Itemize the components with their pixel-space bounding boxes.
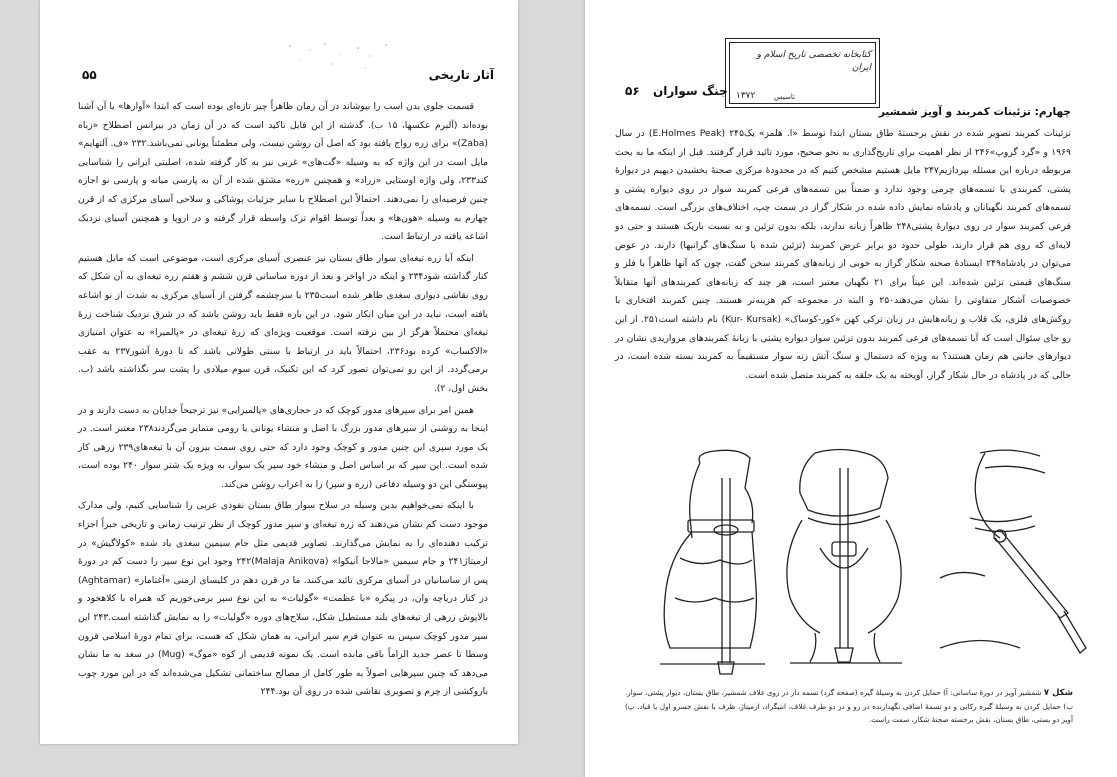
paragraph: با اینکه نمی‌خواهیم بدین وسیله در سلاح سوار طاق بستان نفوذی عربی را شناسایی کنیم، ولی مدارک موجود دست کم نشان می‌دهند که زره تیغه‌ای و سپر مدور کوچک از نظر ترتیب زمانی و تاریخی جبراً اجزاء ترکیب دهنده‌ای را به نمایش می‌گذارند. تصاویر قدیمی مثل جام سیمین سغدی یاد شده «کولاگیش» در ارمیتاژ۲۴۱ و جام سیمین «مالاجا آنیکوا» (Malaja Anikova)۲۴۲ وجود این نوع سپر را دست کم در دورهٔ پس از ساسانیان در آسیای مرکزی تائید می‌کنند. ما در قرن دهم در کلیسای ارمنی «آغتامار» (Aghtamar) در کنار دریاچه وان، در پیکره «با عظمت» «گولیات» به این نوع سپر برمی‌خوریم که همراه با کلاهخود و بالاپوش زرهی از تیغه‌های بلند مستطیل شکل، سلاح‌های دوره «گولیات» را به نمایش گذاشته است.۲۴۳ این سپر مدور کوچک سپس به عنوان فرم سپر ایرانی، به همان شکل که هست، برای تمام دورهٔ اسلامی قرون وسطا تا عصر جدید الزاماً باقی مانده است. یک نمونه قدیمی از کوه «موگ» (Mug) در سغد به ما نشان می‌دهد که چنین سپرهایی اصولاً به طور کامل از مصالح ساختمانی تشکیل می‌شده‌اند که در این مورد چوب باروکشی از چرم و تصویری نقاشی شده در روی آن بود.۲۴۴ xyxy=(78,500,488,698)
paragraph: همین امر برای سپرهای مدور کوچک که در حجاری‌های «پالمیرایی» نیز ترجیحاً خدایان به دست دارند و در اینجا به روشنی از سپرهای مدور بزرگ با اصل و منشاء یونانی یا رومی متمایز می‌گردند۲۳۸ معتبر است. در یک مورد سپری این چنین مدور و کوچک وجود دارد که حتی روی سمت بیرون آن با تیغه‌های۲۳۹ زرهی کار شده است. این سپر که بر اساس اصل و منشاء خود سپر یک سوار، به ویژه یک شتر سوار ۲۴۰ بوده است، پیوستگی این دو وسیله دفاعی (زره و سپر) را به اعراب روشن می‌کند. xyxy=(78,404,488,490)
left-body-text xyxy=(78,98,488,705)
right-body-text xyxy=(615,125,1071,388)
stamp-year: ۱۳۷۲ xyxy=(736,91,756,101)
figure-caption xyxy=(625,686,1073,726)
page-header-title: آثار تاریخی xyxy=(428,68,494,82)
paragraph: تزئینات کمربند تصویر شده در نقش برجستهٔ طاق بستان ابتدا توسط «ا. هلمز» یک۲۴۵ (E.Holmes Peak) در سال ۱۹۶۹ و «گرد گروپ»۲۴۶ از نظر اهمیت برای تاریخ‌گذاری به نحو صحیح، مورد تائید قرار گرفتند. قبل از اینکه ما به بحث مربوطه درباره این مسئله بپردازیم۲۴۷ مایل هستیم مشخص کنیم که در محدودهٔ مرکزی صحنهٔ بخشیدن دیهیم در دیوارهٔ پشتی، کمربندی با تسمه‌های چرمی وجود ندارد و ضمناً بین تسمه‌های فرعی کمربند سوار در روی دیواره پشتی و تسمه‌های کمربند نگهبانان و پادشاه نمایش داده شده در شکار گراز در سمت چپ، اختلاف‌های بزرگی است. تسمه‌های فرعی کمربند سوار در روی دیوارهٔ پشتی۲۴۸ ظاهراً زبانه ندارند، بلکه بدون تزئین و به نسبت باریک هستند و حتی دو لایه‌ای که روی هم قرار دارند، طولی حدود دو برابر عرض کمربند (تزئین شده با سنگ‌های گرانبها) دارند. در عوض می‌توان در پادشاه۲۴۹ ایستادهٔ صحنه شکار گراز به خوبی از زبانه‌های کمربند سخن گفت، چون که آنها ظاهراً با فلز و سنگ‌های قیمتی تزئین شده‌اند. این عیناً برای ۲۱ نگهبان معتبر است، هر چند که زبانه‌های کمربندهای آنها متقابلاً خصوصیات آشکار متفاوتی را نشان می‌دهند۲۵۰ و البته در مجموعه کم هزینه‌تر هستند. چنین کمربند افتخاری با روکش‌های فلزی، یک قلاب و زبانه‌هایش در زبان ترکی کهن «کور-کوساک» (Kur- Kursak) نام داشته است۲۵۱. از این رو جای سئوال است که آیا تسمه‌های فرعی کمربند بدون تزئین سوار دیواره پشتی با زبانهٔ کمربندهای مرواریدی نشان در دیوارهای جانبی هم زمان هستند؟ به ویژه که دستمال و سنگ آتش زنه سوار مستقیماً به کمربند بسته شده است، در حالی که در پادشاه در حال شکار گراز، آویخته به یک حلقه به کمربند متصل شده است. xyxy=(615,128,1072,381)
library-stamp xyxy=(725,38,880,108)
stamp-text: کتابخانه تخصصی تاریخ اسلام و ایران xyxy=(756,50,871,73)
paragraph: قسمت جلوی بدن اسب را بپوشاند در آن زمان ظاهراً چیز تازه‌ای بوده است که ابتدا «آوارها» با آن آشنا بوده‌اند (آلبرم عکسها، ۱۵ ب). گذشته از این قابل تاکید است که در آن زمان در بیزانس اصطلاح «زباه (Zaba)» برای زره رواج یافته بود که اصل آن روشن نیست، ولی مطمئناً یونانی نمی‌باشد.۲۳۲ «ف. آلتهایم» مایل است در این واژه که به وسیله «گت‌های» غربی نیز به کار گرفته شده، اصلیتی ایرانی را شناسایی کند۲۳۳، ولی واژه اوستایی «زراد» و همچنین «زره» مشتق شده از آن به پارسی میانه و پارسی نو اجازه چنین فرضیه‌ای را نمی‌دهند. احتمالاً این اصطلاح با سایر جزئیات پوشاکی و سلاحی آسیای مرکزی که از قرن چهارم به وسیله «هون‌ها» و بعداً توسط اقوام ترک واسطه قرار گرفته و در اروپا و همچنین آسیای نزدیک اشاعه یافته در ارتباط است. xyxy=(78,101,489,243)
figure-c-drawing xyxy=(940,450,1086,653)
sword-suspension-figure xyxy=(640,448,1095,678)
figure-a-drawing xyxy=(660,450,765,674)
figure-caption-text: شمشیر آویز در دورهٔ ساسانی: آ) حمایل کردن به وسیلهٔ گیره (صفحه گرد) تسمه دار در روی غلاف شمشیر، طاق بستان، دیوار پشتی، سوار. ب) حمایل کردن به وسیلهٔ گیره رکابی و دو تسمهٔ اضافی نگهدارنده در رو و در دو طرف غلاف، انتیگراد، ارمیتاژ، ظرف با نقش خسرو اول یا قباد. پ) آویز دو بستی، طاق بستان، نقش برجسته صحنهٔ شکار، سمت راست. xyxy=(625,688,1073,724)
right-page xyxy=(585,0,1117,777)
paragraph: اینکه آیا زره تیغه‌ای سوار طاق بستان نیز عنصری آسیای مرکزی است، موضوعی است که مایل هستیم کنار گذاشته شود۲۳۴ و اینکه در اواخر و بعد از دوره ساسانی قرن ششم و هفتم زره تیغه‌ای به آن شکل که روی نقاشی دیواری سغدی ظاهر شده است۲۳۵ با سرچشمه گرفتن از آسیای مرکزی به شدت از نو اشاعه یافته است، نباید در این میان انکار شود. در این باره فقط باید روشن باشد که در شرق نزدیک شناخت زرهٔ تیغه‌ای محتملاً هرگز از بین نرفته است. موقعیت ویژه‌ای که زرهٔ تیغه‌ای در «پالمیرا» به عنوان امتیازی «الاکساب» کرده بود۲۳۶، احتمالاً باید در ارتباط با سنتی طولانی باشد که تا دورهٔ آشور۲۳۷ به عقب برمی‌گردد. از این رو نمی‌توان تصور کرد که این تکنیک، قرن سوم میلادی را پشت سر نگذاشته باشد (ب. بخش اول، ۲). xyxy=(78,252,488,394)
page-number: ۵۵ xyxy=(82,68,97,82)
stamp-label: تاسیس xyxy=(774,93,795,101)
figure-caption-label: شکل ۷ xyxy=(1043,688,1073,698)
scan-speckle xyxy=(270,40,410,80)
figure-b-drawing xyxy=(787,450,902,664)
section-title: چهارم: تزئینات کمربند و آویز شمشیر xyxy=(878,106,1071,118)
page-header-title: جنگ سواران xyxy=(653,84,728,98)
page-number: ۵۶ xyxy=(625,84,640,98)
left-page xyxy=(40,0,518,744)
